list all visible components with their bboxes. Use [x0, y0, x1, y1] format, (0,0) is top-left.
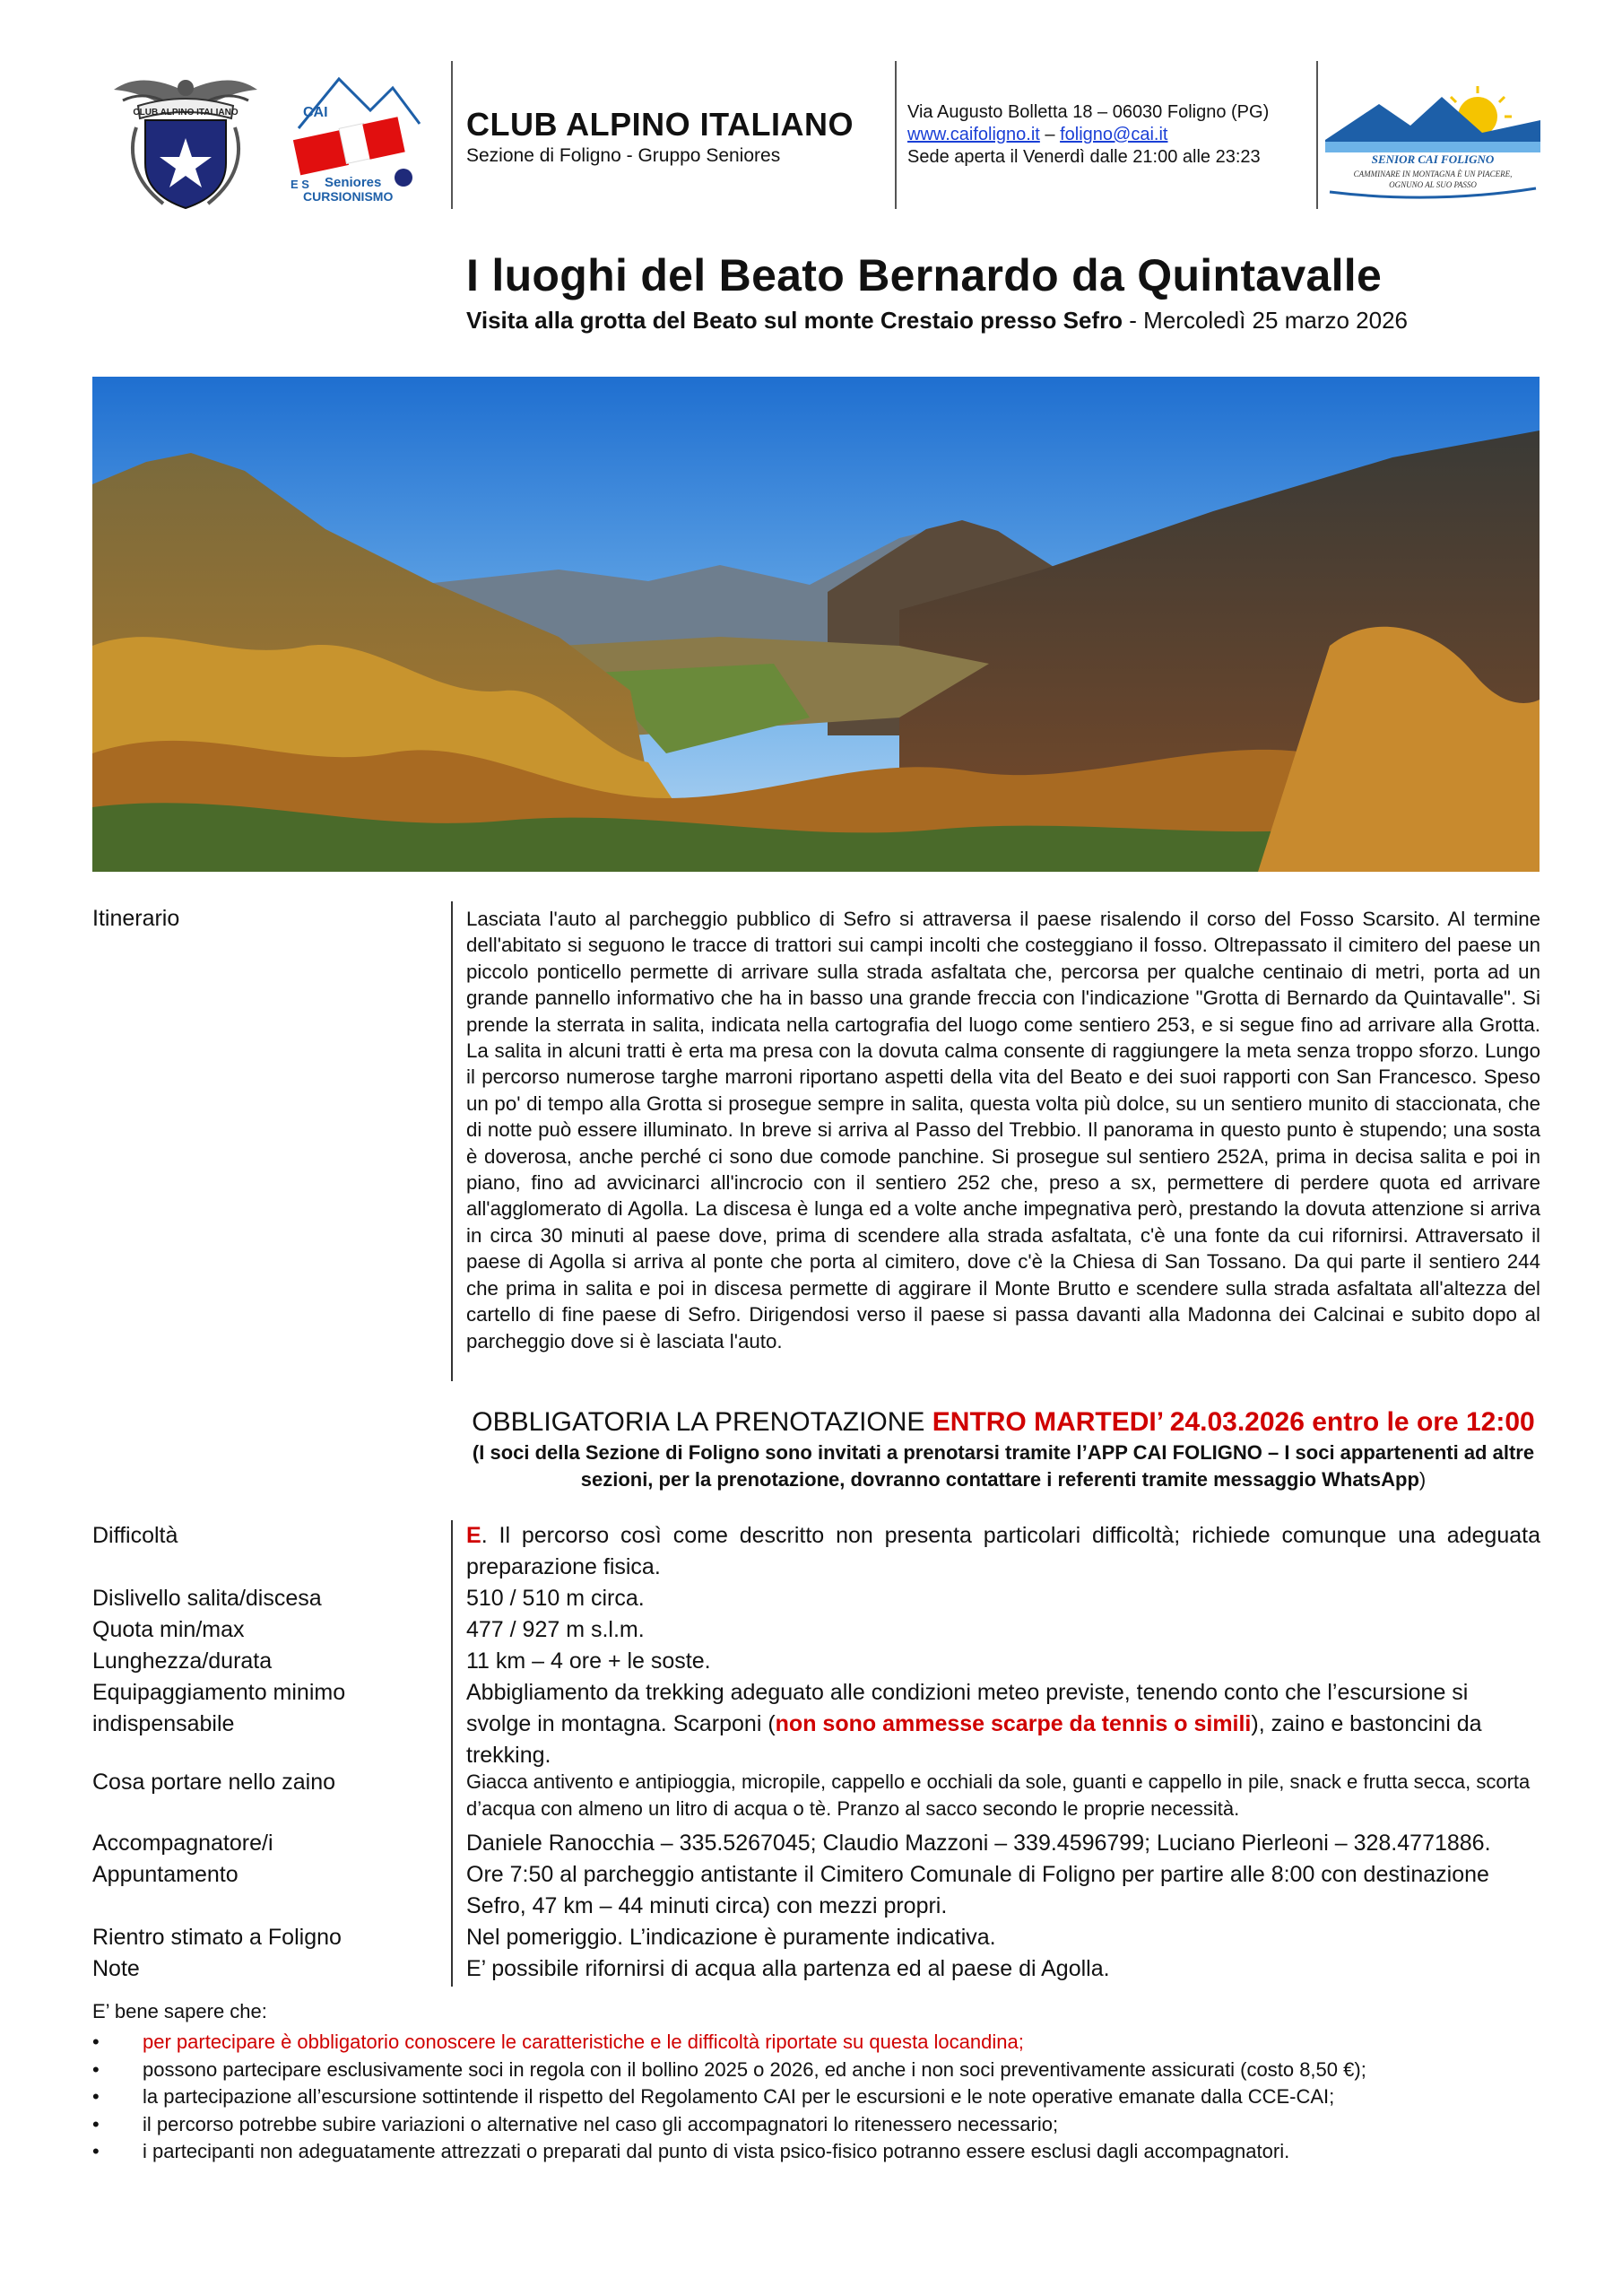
zaino-label: Cosa portare nello zaino [92, 1770, 335, 1795]
esc-logo-cai: CAI [303, 105, 328, 120]
itinerario-label: Itinerario [92, 906, 180, 931]
header-divider-2 [895, 61, 897, 209]
header-divider-3 [1316, 61, 1318, 209]
bullet-icon: • [92, 2112, 100, 2135]
list-item [92, 2083, 1536, 2111]
cai-logo [100, 65, 271, 213]
subtitle-date: - Mercoledì 25 marzo 2026 [1123, 307, 1408, 334]
column-divider [451, 901, 453, 1381]
opening-hours: Sede aperta il Venerdì dalle 21:00 alle 23:23 [907, 147, 1261, 167]
booking-note-end: ) [1418, 1468, 1427, 1491]
email-link[interactable]: foligno@cai.it [1060, 125, 1168, 144]
quota-value: 477 / 927 m s.l.m. [466, 1617, 645, 1642]
list-item-text: possono partecipare esclusivamente soci in regola con il bollino 2025 o 2026, ed anche i non soci preventivamente assicurati (costo 8,50 €); [143, 2057, 1366, 2081]
dislivello-value: 510 / 510 m circa. [466, 1586, 645, 1611]
appuntamento-label: Appuntamento [92, 1862, 239, 1887]
senior-logo-motto-1: CAMMINARE IN MONTAGNA È UN PIACERE, [1353, 170, 1513, 178]
note-value: E’ possibile rifornirsi di acqua alla partenza ed al paese di Agolla. [466, 1956, 1110, 1981]
notes-intro: E’ bene sapere che: [92, 2000, 267, 2022]
landscape-photo [92, 377, 1540, 872]
itinerario-text: Lasciata l'auto al parcheggio pubblico di Sefro si attraversa il paese risalendo il corso del Fosso Scarsito. Al termine dell'abitato si seguono le tracce di trattori sui campi incolti che costeggiano il fosso. Oltrepassato il cimitero del paese un piccolo ponticello permette di arrivare sulla strada asfaltata che, percorsa per qualche centinaio di metri, porta ad un grande pannello informativo che ha in basso una grande freccia con l'indicazione "Grotta di Bernardo da Quintavalle". Si prende la sterrata in salita, indicata nella cartografia del luogo come sentiero 253, e si segue fino ad arrivare alla Grotta. La salita in alcuni tratti è erta ma presa con la dovuta calma consente di raggiungere la meta senza troppo sforzo. Lungo il percorso numerose targhe marroni riportano aspetti della vita del Beato e dei suoi rapporti con San Francesco. Speso un po' di tempo alla Grotta si prosegue sempre in salita, questa volta più dolce, su un sentiero munito di staccionata, che di notte può essere illuminato. In breve si arriva al Passo del Trebbio. Il panorama in questo punto è stupendo; una sosta è doverosa, anche perché ci sono due comode panchine. Si prosegue sul sentiero 252A, prima in decisa salita e poi in piano, fino ad avvicinarci all'incrocio con il sentiero 252 che, preso a sx, permettere di perdere quota ed arrivare all'agglomerato di Agolla. La discesa è lunga ed a volte anche impegnativa però, prestando la dovuta attenzione si arriva in circa 30 minuti al paese dove, prima di scendere alla strada asfaltata, c'è una fonte da cui rifornirsi. Attraversato il paese di Agolla si arriva al ponte che porta al cimitero, dove c'è la Chiesa di San Tossano. Da qui parte il sentiero 244 che prima in salita e poi in discesa permette di aggirare il Monte Brutto e scendere sulla strada asfaltata all'altezza del cartello di fine paese di Sefro. Dirigendosi verso il paese si passa davanti alla Madonna dei Calcinai e subito dopo al parcheggio dove si è lasciata l'auto. [466, 908, 1540, 1352]
bullet-icon: • [92, 2031, 100, 2053]
booking-deadline: ENTRO MARTEDI’ 24.03.2026 entro le ore 12:00 [932, 1407, 1535, 1437]
difficolta-text: . Il percorso così come descritto non presenta particolari difficoltà; richiede comunque una adeguata preparazione fisica. [466, 1523, 1540, 1579]
esc-logo-letters: E S [291, 178, 309, 191]
page-subtitle [466, 307, 1408, 335]
booking-instructions [466, 1439, 1540, 1493]
club-subtitle: Sezione di Foligno - Gruppo Seniores [466, 145, 781, 166]
list-item-text: la partecipazione all’escursione sottintende il rispetto del Regolamento CAI per le escursioni e le note operative emanate dalla CCE-CAI; [143, 2085, 1335, 2108]
zaino-value: Giacca antivento e antipioggia, micropile, cappello e occhiali da sole, guanti e cappello in pile, snack e frutta secca, scorta d’acqua con almeno un litro di acqua o tè. Pranzo al sacco secondo le proprie necessità. [466, 1770, 1531, 1820]
booking-headline [466, 1405, 1540, 1439]
list-item [92, 2029, 1536, 2057]
difficolta-grade: E [466, 1523, 481, 1548]
equip-text-2: ), zaino e bastoncini da trekking. [466, 1711, 1482, 1768]
escursionismo-seniores-logo [285, 61, 429, 209]
esc-logo-seniores: Seniores [325, 175, 382, 190]
column-divider-details [451, 1520, 453, 1987]
lunghezza-value: 11 km – 4 ore + le soste. [466, 1648, 711, 1674]
equipaggiamento-label-1: Equipaggiamento minimo [92, 1680, 346, 1705]
club-title: CLUB ALPINO ITALIANO [466, 106, 854, 143]
dislivello-label: Dislivello salita/discesa [92, 1586, 322, 1611]
contact-line [907, 124, 1269, 146]
quota-label: Quota min/max [92, 1617, 245, 1642]
list-item [92, 2111, 1536, 2139]
bullet-icon: • [92, 2085, 100, 2108]
equip-text-1: Abbigliamento da trekking adeguato alle condizioni meteo previste, tenendo conto che l’escursione si svolge in montagna. Scarponi ( [466, 1680, 1469, 1736]
booking-prefix: OBBLIGATORIA LA PRENOTAZIONE [472, 1407, 932, 1437]
address-line: Via Augusto Bolletta 18 – 06030 Foligno (PG) [907, 102, 1270, 122]
contact-separator: – [1039, 125, 1061, 144]
difficolta-value [466, 1520, 1540, 1583]
booking-note: (I soci della Sezione di Foligno sono invitati a prenotarsi tramite l’APP CAI FOLIGNO – I soci appartenenti ad altre sezioni, per la prenotazione, dovranno contattare i referenti tramite messaggio WhatsApp [472, 1441, 1535, 1491]
list-item [92, 2057, 1536, 2084]
equip-warning: non sono ammesse scarpe da tennis o simili [775, 1711, 1252, 1736]
header-divider-1 [451, 61, 453, 209]
list-item [92, 2138, 1536, 2166]
rientro-label: Rientro stimato a Foligno [92, 1925, 342, 1950]
equipaggiamento-value [466, 1677, 1506, 1771]
bullet-icon: • [92, 2140, 100, 2162]
rientro-value: Nel pomeriggio. L’indicazione è puramente indicativa. [466, 1925, 996, 1950]
lunghezza-label: Lunghezza/durata [92, 1648, 273, 1674]
page-title: I luoghi del Beato Bernardo da Quintavalle [466, 250, 1383, 300]
subtitle-bold: Visita alla grotta del Beato sul monte Crestaio presso Sefro [466, 307, 1123, 334]
esc-logo-escursionismo: CURSIONISMO [303, 189, 394, 204]
difficolta-label: Difficoltà [92, 1523, 178, 1548]
equipaggiamento-label [92, 1677, 345, 1740]
cai-logo-text: CLUB ALPINO ITALIANO [133, 108, 239, 117]
contact-block [907, 101, 1269, 169]
accompagnatori-value: Daniele Ranocchia – 335.5267045; Claudio Mazzoni – 339.4596799; Luciano Pierleoni – 328.4771886. [466, 1831, 1491, 1856]
bullet-icon: • [92, 2057, 100, 2081]
list-item-text: i partecipanti non adeguatamente attrezzati o preparati dal punto di vista psico-fisico potranno essere esclusi dagli accompagnatori. [143, 2140, 1290, 2162]
website-link[interactable]: www.caifoligno.it [907, 125, 1040, 144]
appuntamento-value: Ore 7:50 al parcheggio antistante il Cimitero Comunale di Foligno per partire alle 8:00 con destinazione Sefro, 47 km – 44 minuti circa) con mezzi propri. [466, 1862, 1489, 1918]
list-item-text: per partecipare è obbligatorio conoscere le caratteristiche e le difficoltà riportate su questa locandina; [143, 2031, 1024, 2053]
equipaggiamento-label-2: indispensabile [92, 1711, 235, 1736]
booking-notice [466, 1405, 1540, 1493]
accompagnatori-label: Accompagnatore/i [92, 1831, 273, 1856]
senior-logo-motto-2: OGNUNO AL SUO PASSO [1389, 180, 1477, 189]
senior-cai-foligno-logo [1325, 70, 1540, 200]
list-item-text: il percorso potrebbe subire variazioni o alternative nel caso gli accompagnatori lo ritenessero necessario; [143, 2112, 1059, 2135]
note-label: Note [92, 1956, 140, 1981]
senior-logo-title: SENIOR CAI FOLIGNO [1371, 152, 1495, 166]
notes-list [92, 2029, 1536, 2166]
